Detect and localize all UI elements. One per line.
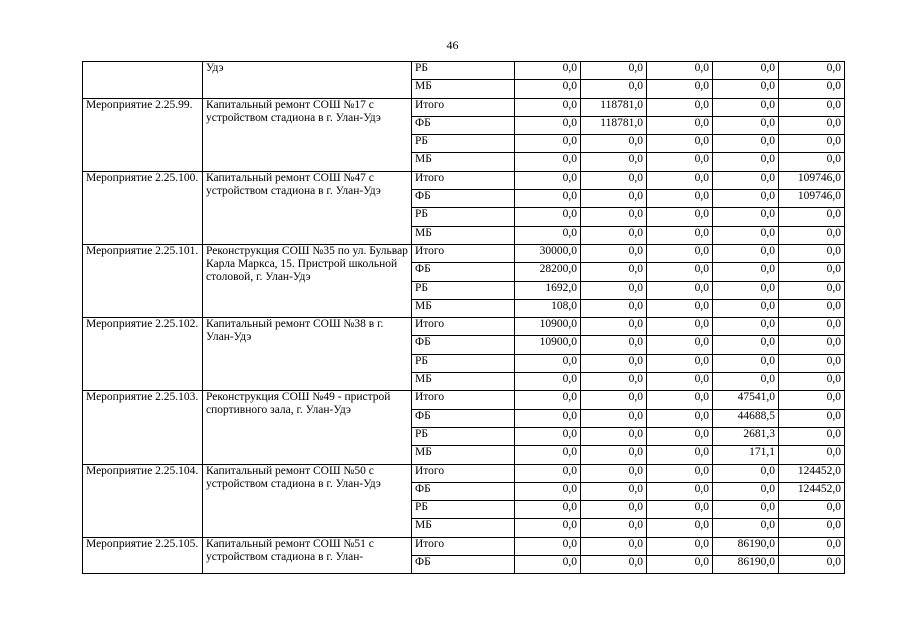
- amount-cell: 0,0: [515, 171, 581, 189]
- funding-source-cell: МБ: [412, 226, 515, 244]
- amount-cell: 0,0: [515, 354, 581, 372]
- amount-cell: 0,0: [647, 299, 713, 317]
- funding-source-cell: МБ: [412, 446, 515, 464]
- funding-source-cell: Итого: [412, 391, 515, 409]
- amount-cell: 86190,0: [713, 556, 779, 574]
- amount-cell: 0,0: [713, 354, 779, 372]
- amount-cell: 0,0: [515, 373, 581, 391]
- amount-cell: 1692,0: [515, 281, 581, 299]
- amount-cell: 0,0: [713, 226, 779, 244]
- amount-cell: 0,0: [581, 190, 647, 208]
- amount-cell: 0,0: [779, 153, 845, 171]
- amount-cell: 0,0: [647, 336, 713, 354]
- amount-cell: 0,0: [713, 171, 779, 189]
- amount-cell: 0,0: [713, 62, 779, 80]
- amount-cell: 0,0: [515, 135, 581, 153]
- amount-cell: 0,0: [779, 336, 845, 354]
- amount-cell: 0,0: [581, 135, 647, 153]
- amount-cell: 0,0: [779, 299, 845, 317]
- amount-cell: 0,0: [581, 501, 647, 519]
- amount-cell: 0,0: [647, 171, 713, 189]
- funding-source-cell: ФБ: [412, 190, 515, 208]
- amount-cell: 109746,0: [779, 171, 845, 189]
- amount-cell: 0,0: [779, 501, 845, 519]
- amount-cell: 0,0: [713, 318, 779, 336]
- amount-cell: 0,0: [713, 208, 779, 226]
- funding-source-cell: Итого: [412, 537, 515, 555]
- amount-cell: 0,0: [779, 80, 845, 98]
- funding-source-cell: МБ: [412, 519, 515, 537]
- amount-cell: 0,0: [515, 116, 581, 134]
- amount-cell: 0,0: [515, 519, 581, 537]
- amount-cell: 0,0: [647, 409, 713, 427]
- funding-source-cell: ФБ: [412, 482, 515, 500]
- amount-cell: 0,0: [713, 153, 779, 171]
- amount-cell: 0,0: [713, 336, 779, 354]
- table-row: [83, 244, 845, 262]
- amount-cell: 0,0: [647, 281, 713, 299]
- amount-cell: 0,0: [779, 537, 845, 555]
- description-cell: Реконструкция СОШ №49 - пристрой спортивного зала, г. Улан-Удэ: [203, 391, 412, 464]
- funding-source-cell: ФБ: [412, 263, 515, 281]
- funding-source-cell: Итого: [412, 98, 515, 116]
- event-cell: Мероприятие 2.25.99.: [83, 98, 203, 171]
- amount-cell: 0,0: [581, 336, 647, 354]
- amount-cell: 0,0: [647, 98, 713, 116]
- amount-cell: 0,0: [515, 556, 581, 574]
- amount-cell: 0,0: [515, 409, 581, 427]
- funding-source-cell: ФБ: [412, 409, 515, 427]
- amount-cell: 0,0: [713, 263, 779, 281]
- event-cell: Мероприятие 2.25.103.: [83, 391, 203, 464]
- amount-cell: 0,0: [647, 482, 713, 500]
- description-cell: Капитальный ремонт СОШ №47 с устройством стадиона в г. Улан-Удэ: [203, 171, 412, 244]
- funding-source-cell: РБ: [412, 208, 515, 226]
- amount-cell: 0,0: [647, 446, 713, 464]
- description-cell: Реконструкция СОШ №35 по ул. Бульвар Карла Маркса, 15. Пристрой школьной столовой, г. Улан-Удэ: [203, 244, 412, 317]
- event-cell: Мероприятие 2.25.101.: [83, 244, 203, 317]
- amount-cell: 0,0: [713, 80, 779, 98]
- funding-source-cell: МБ: [412, 299, 515, 317]
- description-cell: Удэ: [203, 62, 412, 99]
- amount-cell: 0,0: [713, 135, 779, 153]
- amount-cell: 0,0: [515, 391, 581, 409]
- amount-cell: 0,0: [581, 556, 647, 574]
- amount-cell: 0,0: [647, 116, 713, 134]
- amount-cell: 0,0: [779, 263, 845, 281]
- table-row: [83, 62, 845, 80]
- description-cell: Капитальный ремонт СОШ №38 в г. Улан-Удэ: [203, 318, 412, 391]
- event-cell-continued: [83, 62, 203, 99]
- amount-cell: 0,0: [515, 501, 581, 519]
- amount-cell: 0,0: [713, 244, 779, 262]
- amount-cell: 0,0: [515, 80, 581, 98]
- amount-cell: 124452,0: [779, 464, 845, 482]
- amount-cell: 0,0: [515, 427, 581, 445]
- funding-source-cell: МБ: [412, 80, 515, 98]
- amount-cell: 0,0: [515, 153, 581, 171]
- description-cell: Капитальный ремонт СОШ №50 с устройством стадиона в г. Улан-Удэ: [203, 464, 412, 537]
- amount-cell: 86190,0: [713, 537, 779, 555]
- amount-cell: 0,0: [515, 208, 581, 226]
- amount-cell: 0,0: [779, 208, 845, 226]
- amount-cell: 47541,0: [713, 391, 779, 409]
- amount-cell: 0,0: [581, 299, 647, 317]
- event-cell: Мероприятие 2.25.105.: [83, 537, 203, 574]
- amount-cell: 0,0: [581, 263, 647, 281]
- funding-source-cell: РБ: [412, 427, 515, 445]
- amount-cell: 0,0: [779, 98, 845, 116]
- amount-cell: 0,0: [581, 281, 647, 299]
- amount-cell: 0,0: [779, 281, 845, 299]
- amount-cell: 0,0: [647, 519, 713, 537]
- amount-cell: 0,0: [581, 354, 647, 372]
- amount-cell: 0,0: [779, 519, 845, 537]
- amount-cell: 0,0: [779, 135, 845, 153]
- amount-cell: 0,0: [713, 116, 779, 134]
- amount-cell: 0,0: [647, 153, 713, 171]
- amount-cell: 0,0: [581, 391, 647, 409]
- amount-cell: 124452,0: [779, 482, 845, 500]
- amount-cell: 0,0: [515, 482, 581, 500]
- amount-cell: 0,0: [647, 391, 713, 409]
- amount-cell: 0,0: [713, 482, 779, 500]
- amount-cell: 0,0: [581, 427, 647, 445]
- amount-cell: 0,0: [515, 98, 581, 116]
- amount-cell: 0,0: [779, 116, 845, 134]
- amount-cell: 0,0: [581, 244, 647, 262]
- amount-cell: 0,0: [581, 537, 647, 555]
- page-number: 46: [446, 38, 459, 52]
- amount-cell: 0,0: [647, 556, 713, 574]
- table-row: [83, 391, 845, 409]
- amount-cell: 0,0: [647, 62, 713, 80]
- amount-cell: 0,0: [647, 80, 713, 98]
- amount-cell: 0,0: [779, 556, 845, 574]
- amount-cell: 0,0: [713, 501, 779, 519]
- budget-table: [82, 61, 845, 574]
- funding-source-cell: ФБ: [412, 336, 515, 354]
- amount-cell: 0,0: [581, 446, 647, 464]
- amount-cell: 0,0: [581, 409, 647, 427]
- amount-cell: 0,0: [779, 446, 845, 464]
- amount-cell: 0,0: [581, 373, 647, 391]
- table-row: [83, 98, 845, 116]
- table-row: [83, 537, 845, 555]
- amount-cell: 0,0: [581, 171, 647, 189]
- amount-cell: 0,0: [647, 501, 713, 519]
- amount-cell: 0,0: [581, 153, 647, 171]
- funding-source-cell: РБ: [412, 354, 515, 372]
- amount-cell: 118781,0: [581, 116, 647, 134]
- amount-cell: 109746,0: [779, 190, 845, 208]
- funding-source-cell: Итого: [412, 318, 515, 336]
- funding-source-cell: РБ: [412, 62, 515, 80]
- table-row: [83, 171, 845, 189]
- amount-cell: 0,0: [713, 373, 779, 391]
- amount-cell: 0,0: [581, 464, 647, 482]
- amount-cell: 0,0: [515, 62, 581, 80]
- funding-source-cell: Итого: [412, 464, 515, 482]
- amount-cell: 0,0: [713, 464, 779, 482]
- amount-cell: 0,0: [515, 446, 581, 464]
- amount-cell: 10900,0: [515, 318, 581, 336]
- funding-source-cell: РБ: [412, 281, 515, 299]
- table-row: [83, 318, 845, 336]
- amount-cell: 0,0: [581, 318, 647, 336]
- amount-cell: 0,0: [779, 318, 845, 336]
- amount-cell: 2681,3: [713, 427, 779, 445]
- amount-cell: 0,0: [713, 299, 779, 317]
- amount-cell: 0,0: [581, 519, 647, 537]
- event-cell: Мероприятие 2.25.102.: [83, 318, 203, 391]
- amount-cell: 0,0: [647, 464, 713, 482]
- amount-cell: 0,0: [515, 190, 581, 208]
- amount-cell: 0,0: [647, 318, 713, 336]
- amount-cell: 0,0: [647, 373, 713, 391]
- amount-cell: 0,0: [779, 354, 845, 372]
- funding-source-cell: Итого: [412, 244, 515, 262]
- funding-source-cell: МБ: [412, 373, 515, 391]
- funding-source-cell: ФБ: [412, 556, 515, 574]
- amount-cell: 10900,0: [515, 336, 581, 354]
- amount-cell: 0,0: [779, 62, 845, 80]
- amount-cell: 0,0: [713, 519, 779, 537]
- amount-cell: 0,0: [647, 226, 713, 244]
- amount-cell: 44688,5: [713, 409, 779, 427]
- amount-cell: 0,0: [515, 226, 581, 244]
- amount-cell: 0,0: [581, 226, 647, 244]
- amount-cell: 30000,0: [515, 244, 581, 262]
- amount-cell: 108,0: [515, 299, 581, 317]
- event-cell: Мероприятие 2.25.100.: [83, 171, 203, 244]
- amount-cell: 0,0: [647, 190, 713, 208]
- amount-cell: 0,0: [713, 190, 779, 208]
- table-row: [83, 464, 845, 482]
- amount-cell: 0,0: [713, 98, 779, 116]
- funding-source-cell: Итого: [412, 171, 515, 189]
- amount-cell: 0,0: [779, 391, 845, 409]
- amount-cell: 0,0: [581, 62, 647, 80]
- funding-source-cell: ФБ: [412, 116, 515, 134]
- table-body: [83, 62, 845, 574]
- amount-cell: 0,0: [515, 537, 581, 555]
- amount-cell: 0,0: [581, 482, 647, 500]
- amount-cell: 118781,0: [581, 98, 647, 116]
- amount-cell: 171,1: [713, 446, 779, 464]
- amount-cell: 0,0: [647, 208, 713, 226]
- amount-cell: 0,0: [581, 208, 647, 226]
- amount-cell: 0,0: [647, 244, 713, 262]
- amount-cell: 0,0: [779, 427, 845, 445]
- amount-cell: 0,0: [647, 263, 713, 281]
- amount-cell: 0,0: [647, 354, 713, 372]
- description-cell: Капитальный ремонт СОШ №51 с устройством стадиона в г. Улан-: [203, 537, 412, 574]
- amount-cell: 0,0: [779, 226, 845, 244]
- amount-cell: 0,0: [713, 281, 779, 299]
- amount-cell: 0,0: [647, 427, 713, 445]
- event-cell: Мероприятие 2.25.104.: [83, 464, 203, 537]
- funding-source-cell: МБ: [412, 153, 515, 171]
- description-cell: Капитальный ремонт СОШ №17 с устройством стадиона в г. Улан-Удэ: [203, 98, 412, 171]
- amount-cell: 0,0: [515, 464, 581, 482]
- amount-cell: 0,0: [581, 80, 647, 98]
- funding-source-cell: РБ: [412, 501, 515, 519]
- amount-cell: 0,0: [647, 135, 713, 153]
- amount-cell: 0,0: [647, 537, 713, 555]
- amount-cell: 0,0: [779, 244, 845, 262]
- funding-source-cell: РБ: [412, 135, 515, 153]
- amount-cell: 28200,0: [515, 263, 581, 281]
- amount-cell: 0,0: [779, 373, 845, 391]
- amount-cell: 0,0: [779, 409, 845, 427]
